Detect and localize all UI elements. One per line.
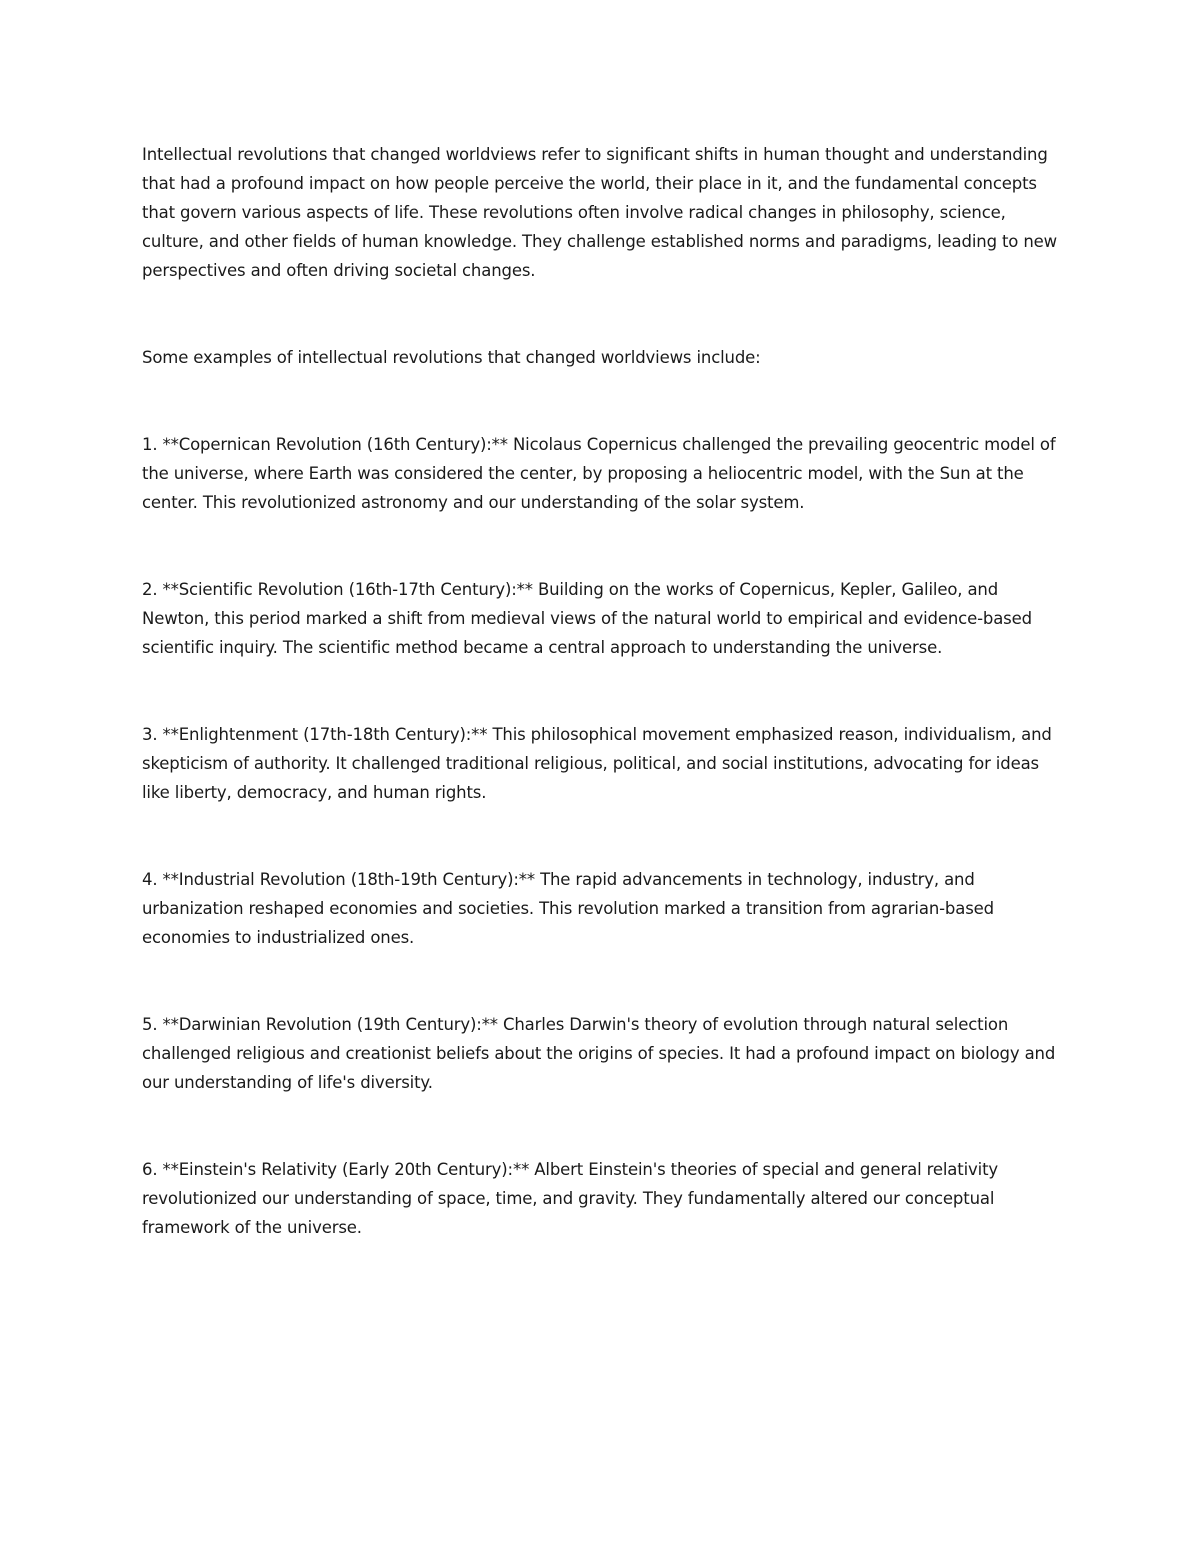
- paragraph-spacer: [142, 952, 1062, 1010]
- list-item: 6. **Einstein's Relativity (Early 20th Century):** Albert Einstein's theories of special and general relativity revolutionized our understanding of space, time, and gravity. They fundamentally altered our conceptual framework of the universe.: [142, 1160, 999, 1237]
- list-item: 2. **Scientific Revolution (16th-17th Century):** Building on the works of Copernicus, Kepler, Galileo, and Newton, this period marked a shift from medieval views of the natural world to empirical and evidence-based scientific inquiry. The scientific method became a central approach to understanding the universe.: [142, 580, 1032, 657]
- document-body: [142, 140, 1062, 1242]
- paragraph-spacer: [142, 517, 1062, 575]
- paragraph-spacer: [142, 807, 1062, 865]
- paragraph-spacer: [142, 1097, 1062, 1155]
- list-item: 5. **Darwinian Revolution (19th Century):** Charles Darwin's theory of evolution through natural selection challenged religious and creationist beliefs about the origins of species. It had a profound impact on biology and our understanding of life's diversity.: [142, 1015, 1056, 1092]
- lead-in-paragraph: Some examples of intellectual revolutions that changed worldviews include:: [142, 348, 761, 367]
- list-item: 4. **Industrial Revolution (18th-19th Century):** The rapid advancements in technology, industry, and urbanization reshaped economies and societies. This revolution marked a transition from agrarian-based economies to industrialized ones.: [142, 870, 994, 947]
- list-item: 3. **Enlightenment (17th-18th Century):** This philosophical movement emphasized reason, individualism, and skepticism of authority. It challenged traditional religious, political, and social institutions, advocating for ideas like liberty, democracy, and human rights.: [142, 725, 1052, 802]
- intro-paragraph: Intellectual revolutions that changed worldviews refer to significant shifts in human thought and understanding that had a profound impact on how people perceive the world, their place in it, and the fundamental concepts that govern various aspects of life. These revolutions often involve radical changes in philosophy, science, culture, and other fields of human knowledge. They challenge established norms and paradigms, leading to new perspectives and often driving societal changes.: [142, 145, 1058, 280]
- list-item: 1. **Copernican Revolution (16th Century):** Nicolaus Copernicus challenged the prevailing geocentric model of the universe, where Earth was considered the center, by proposing a heliocentric model, with the Sun at the center. This revolutionized astronomy and our understanding of the solar system.: [142, 435, 1056, 512]
- paragraph-spacer: [142, 285, 1062, 343]
- paragraph-spacer: [142, 662, 1062, 720]
- paragraph-spacer: [142, 372, 1062, 430]
